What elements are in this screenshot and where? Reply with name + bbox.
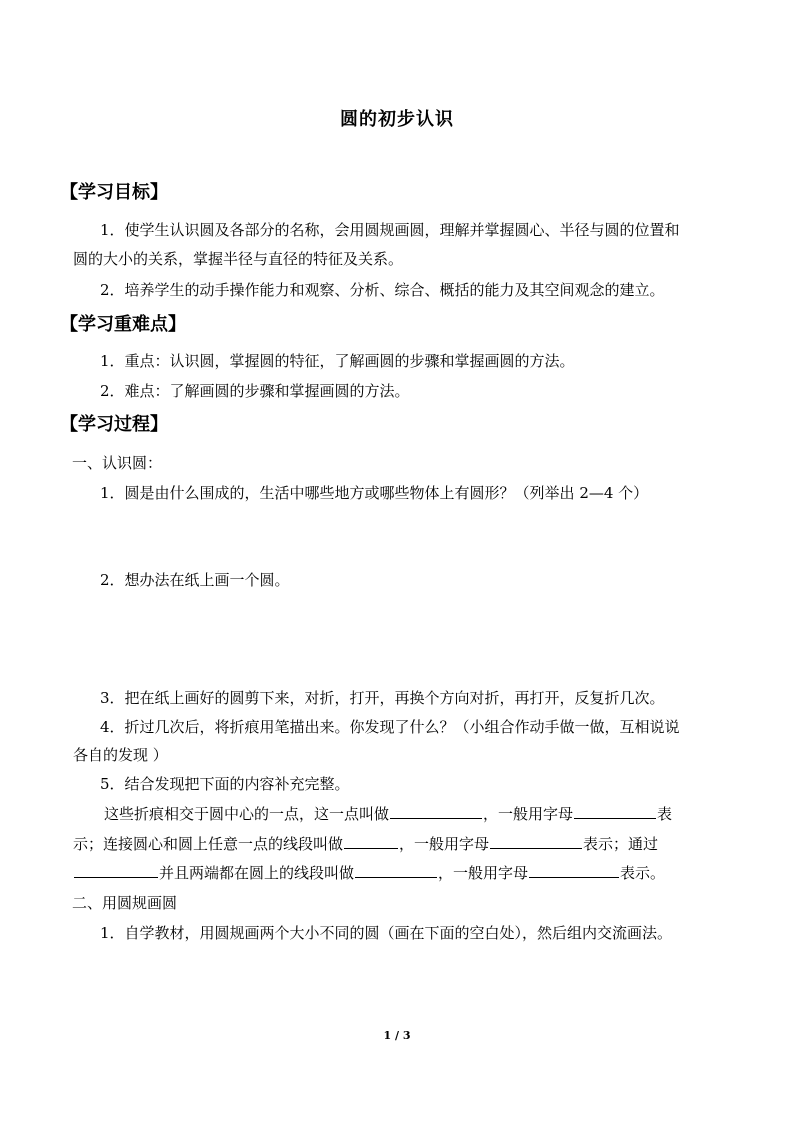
question-3: 3．把在纸上画好的圆剪下来，对折，打开，再换个方向对折，再打开，反复折几次。	[100, 689, 665, 707]
fill-blank-line-2	[73, 833, 658, 854]
goal-item-1-line-2: 圆的大小的关系，掌握半径与直径的特征及关系。	[73, 250, 404, 268]
question-4-line-2: 各自的发现 ）	[73, 746, 168, 764]
fill-text: 并且两端都在圆上的线段叫做	[159, 864, 355, 882]
fill-text: ，一般用字母	[483, 805, 574, 823]
fill-text: ，一般用字母	[438, 864, 529, 882]
goal-item-1-line-1: 1．使学生认识圆及各部分的名称，会用圆规画圆，理解并掌握圆心、半径与圆的位置和	[100, 221, 680, 239]
fill-text: ，一般用字母	[399, 835, 490, 853]
page-title: 圆的初步认识	[340, 109, 454, 130]
fill-blank-line-3	[73, 862, 665, 883]
key-point-item-2: 2．难点：了解画圆的步骤和掌握画圆的方法。	[100, 382, 410, 400]
part-2-title: 二、用圆规画圆	[72, 894, 178, 912]
page-number: 1 / 3	[383, 1029, 411, 1042]
key-point-item-1: 1．重点：认识圆，掌握圆的特征，了解画圆的步骤和掌握画圆的方法。	[100, 352, 575, 370]
answer-blank[interactable]	[355, 863, 437, 878]
fill-text: 示；连接圆心和圆上任意一点的线段叫做	[73, 835, 344, 853]
section-heading-process: 【学习过程】	[60, 414, 168, 435]
answer-blank[interactable]	[74, 863, 158, 878]
fill-text: 这些折痕相交于圆中心的一点，这一点叫做	[104, 805, 390, 823]
answer-blank[interactable]	[390, 804, 482, 819]
question-1: 1．圆是由什么围成的，生活中哪些地方或哪些物体上有圆形？（列举出 2—4 个）	[100, 484, 649, 502]
part-1-title: 一、认识圆：	[72, 454, 163, 472]
answer-blank[interactable]	[344, 834, 398, 849]
fill-text: 表	[657, 805, 673, 823]
answer-blank[interactable]	[529, 863, 619, 878]
part-2-question-1: 1．自学教材，用圆规画两个大小不同的圆（画在下面的空白处），然后组内交流画法。	[100, 924, 673, 942]
fill-text: 表示。	[620, 864, 666, 882]
section-heading-goals: 【学习目标】	[60, 182, 168, 203]
question-5: 5．结合发现把下面的内容补充完整。	[100, 775, 350, 793]
fill-blank-line-1	[104, 803, 672, 824]
answer-blank[interactable]	[574, 804, 656, 819]
fill-text: 表示；通过	[583, 835, 659, 853]
question-4-line-1: 4．折过几次后，将折痕用笔描出来。你发现了什么？（小组合作动手做一做，互相说说	[100, 718, 680, 736]
question-2: 2．想办法在纸上画一个圆。	[100, 571, 290, 589]
section-heading-key-points: 【学习重难点】	[60, 314, 186, 335]
goal-item-2: 2．培养学生的动手操作能力和观察、分析、综合、概括的能力及其空间观念的建立。	[100, 281, 665, 299]
answer-blank[interactable]	[490, 834, 582, 849]
